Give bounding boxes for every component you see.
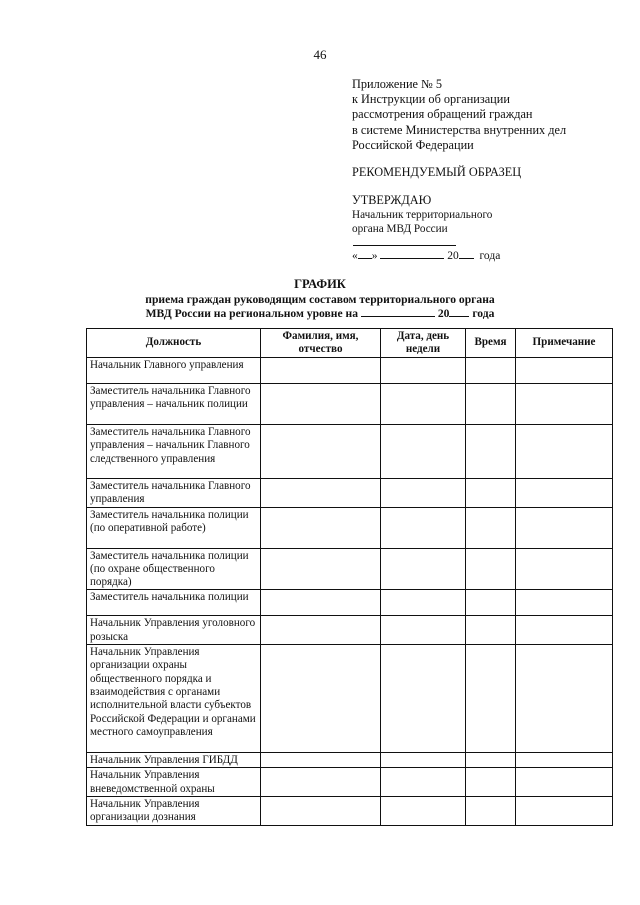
subtitle-prefix: МВД России на региональном уровне на: [145, 307, 359, 320]
row-note-cell[interactable]: [516, 479, 613, 508]
year-blank: [459, 258, 474, 259]
row-time-cell[interactable]: [466, 507, 516, 548]
row-full-name-cell[interactable]: [261, 590, 381, 616]
table-row: [87, 645, 613, 753]
quote-close: »: [371, 250, 378, 262]
row-position: Заместитель начальника полиции (по охране общественного порядка): [87, 548, 261, 590]
table-row: [87, 507, 613, 548]
row-time-cell[interactable]: [466, 753, 516, 768]
approval-organ: органа МВД России: [352, 223, 448, 235]
row-full-name-cell[interactable]: [261, 753, 381, 768]
row-full-name-cell[interactable]: [261, 768, 381, 797]
col-note: Примечание: [516, 329, 613, 358]
row-date-cell[interactable]: [381, 645, 466, 753]
row-time-cell[interactable]: [466, 358, 516, 384]
table-row: [87, 384, 613, 425]
row-note-cell[interactable]: [516, 753, 613, 768]
row-full-name-cell[interactable]: [261, 645, 381, 753]
approval-title: УТВЕРЖДАЮ: [352, 193, 432, 207]
table-row: [87, 768, 613, 797]
row-time-cell[interactable]: [466, 384, 516, 425]
row-note-cell[interactable]: [516, 425, 613, 479]
row-full-name-cell[interactable]: [261, 616, 381, 645]
day-blank: [358, 258, 372, 259]
row-note-cell[interactable]: [516, 548, 613, 590]
row-position: Заместитель начальника полиции: [87, 590, 261, 616]
row-position: Начальник Управления вневедомственной охраны: [87, 768, 261, 797]
row-note-cell[interactable]: [516, 616, 613, 645]
approval-block: [352, 193, 492, 236]
row-note-cell[interactable]: [516, 590, 613, 616]
appendix-line: Приложение № 5: [352, 77, 443, 91]
row-position: Заместитель начальника Главного управления: [87, 479, 261, 508]
subtitle-year-blank: [449, 316, 469, 317]
row-position: Заместитель начальника Главного управления – начальник полиции: [87, 384, 261, 425]
table-row: [87, 358, 613, 384]
row-note-cell[interactable]: [516, 645, 613, 753]
schedule-subtitle-date: [0, 307, 640, 320]
approval-date: [352, 250, 500, 262]
schedule-subtitle: приема граждан руководящим составом территориального органа: [145, 293, 495, 306]
row-date-cell[interactable]: [381, 358, 466, 384]
row-full-name-cell[interactable]: [261, 384, 381, 425]
col-full-name: Фамилия, имя, отчество: [261, 329, 381, 358]
appendix-block: [352, 77, 566, 153]
row-date-cell[interactable]: [381, 384, 466, 425]
table-header-row: [87, 329, 613, 358]
row-position: Заместитель начальника полиции (по оперативной работе): [87, 507, 261, 548]
subtitle-suffix: года: [472, 307, 495, 320]
row-date-cell[interactable]: [381, 507, 466, 548]
row-time-cell[interactable]: [466, 479, 516, 508]
table-row: [87, 590, 613, 616]
table-row: [87, 616, 613, 645]
col-position: Должность: [87, 329, 261, 358]
row-date-cell[interactable]: [381, 479, 466, 508]
quote-open: «: [352, 250, 358, 262]
row-full-name-cell[interactable]: [261, 507, 381, 548]
row-time-cell[interactable]: [466, 548, 516, 590]
schedule-title: ГРАФИК: [294, 277, 346, 291]
schedule-table: [86, 328, 613, 826]
table-row: [87, 753, 613, 768]
year-prefix: 20: [447, 250, 459, 262]
page-number: 46: [313, 47, 327, 62]
table-row: [87, 548, 613, 590]
row-position: Начальник Управления организации дознания: [87, 796, 261, 825]
period-blank: [361, 316, 435, 317]
row-position: Начальник Управления ГИБДД: [87, 753, 261, 768]
appendix-line: в системе Министерства внутренних дел: [352, 122, 567, 137]
row-date-cell[interactable]: [381, 548, 466, 590]
sample-label: РЕКОМЕНДУЕМЫЙ ОБРАЗЕЦ: [352, 165, 522, 179]
subtitle-year: 20: [437, 307, 450, 320]
row-time-cell[interactable]: [466, 645, 516, 753]
appendix-line: Российской Федерации: [352, 137, 474, 152]
row-date-cell[interactable]: [381, 590, 466, 616]
signature-line: [353, 245, 456, 246]
row-full-name-cell[interactable]: [261, 796, 381, 825]
table-row: [87, 425, 613, 479]
row-position: Начальник Управления уголовного розыска: [87, 616, 261, 645]
row-date-cell[interactable]: [381, 616, 466, 645]
appendix-line: к Инструкции об организации: [352, 92, 510, 107]
row-note-cell[interactable]: [516, 507, 613, 548]
row-note-cell[interactable]: [516, 358, 613, 384]
row-time-cell[interactable]: [466, 796, 516, 825]
row-time-cell[interactable]: [466, 768, 516, 797]
row-full-name-cell[interactable]: [261, 425, 381, 479]
table-row: [87, 796, 613, 825]
row-note-cell[interactable]: [516, 384, 613, 425]
row-note-cell[interactable]: [516, 796, 613, 825]
row-full-name-cell[interactable]: [261, 358, 381, 384]
row-time-cell[interactable]: [466, 616, 516, 645]
row-note-cell[interactable]: [516, 768, 613, 797]
row-position: Начальник Главного управления: [87, 358, 261, 384]
row-date-cell[interactable]: [381, 753, 466, 768]
col-time: Время: [466, 329, 516, 358]
row-time-cell[interactable]: [466, 425, 516, 479]
approval-position: Начальник территориального: [352, 209, 493, 221]
row-full-name-cell[interactable]: [261, 479, 381, 508]
table-row: [87, 479, 613, 508]
row-time-cell[interactable]: [466, 590, 516, 616]
col-date: Дата, день недели: [381, 329, 466, 358]
month-blank: [380, 258, 444, 259]
row-date-cell[interactable]: [381, 425, 466, 479]
appendix-line: рассмотрения обращений граждан: [352, 107, 533, 122]
row-position: Начальник Управления организации охраны общественного порядка и взаимодействия с органами исполнительной власти субъектов Российской Федерации и органами местного самоуправления: [87, 645, 261, 753]
row-date-cell[interactable]: [381, 768, 466, 797]
year-suffix: года: [479, 250, 501, 262]
row-position: Заместитель начальника Главного управления – начальник Главного следственного управления: [87, 425, 261, 479]
row-date-cell[interactable]: [381, 796, 466, 825]
row-full-name-cell[interactable]: [261, 548, 381, 590]
